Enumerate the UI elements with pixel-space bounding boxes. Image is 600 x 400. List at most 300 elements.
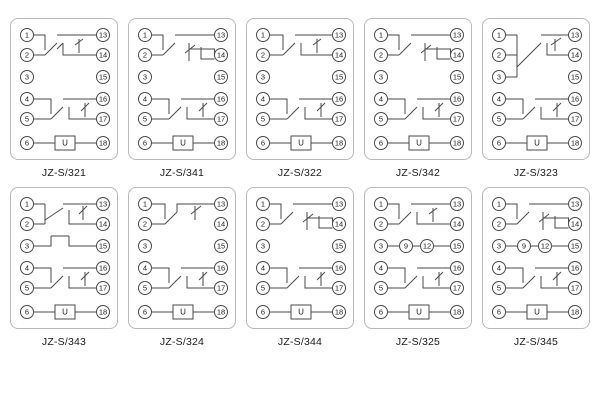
terminal-18 bbox=[215, 137, 228, 150]
terminal-4 bbox=[139, 262, 152, 275]
terminal-18 bbox=[569, 137, 582, 150]
contact-wiring-lower bbox=[388, 268, 451, 288]
terminal-5 bbox=[257, 113, 270, 126]
diagram-grid bbox=[0, 18, 600, 348]
terminal-16 bbox=[569, 262, 582, 275]
terminal-15 bbox=[215, 240, 228, 253]
svg-text:U: U bbox=[180, 138, 186, 148]
terminal-6 bbox=[257, 306, 270, 319]
diagram-cell bbox=[8, 187, 120, 348]
svg-text:9: 9 bbox=[403, 241, 409, 251]
terminal-13 bbox=[333, 29, 346, 42]
terminal-3 bbox=[21, 240, 34, 253]
svg-text:17: 17 bbox=[98, 283, 108, 293]
diagram-panel bbox=[128, 187, 236, 329]
contact-wiring-upper bbox=[506, 35, 569, 77]
svg-text:2: 2 bbox=[142, 219, 148, 229]
svg-text:2: 2 bbox=[496, 50, 502, 60]
diagram-caption: JZ-S/322 bbox=[277, 167, 323, 179]
terminal-16 bbox=[97, 93, 110, 106]
terminal-18 bbox=[97, 137, 110, 150]
svg-text:14: 14 bbox=[216, 219, 226, 229]
coil-circuit bbox=[152, 136, 215, 150]
terminal-4 bbox=[257, 93, 270, 106]
svg-text:3: 3 bbox=[378, 72, 384, 82]
svg-text:3: 3 bbox=[24, 241, 30, 251]
svg-text:U: U bbox=[416, 307, 422, 317]
svg-text:16: 16 bbox=[452, 94, 462, 104]
diagram-cell bbox=[362, 18, 474, 179]
terminal-4 bbox=[139, 93, 152, 106]
svg-text:17: 17 bbox=[452, 114, 462, 124]
svg-text:5: 5 bbox=[496, 283, 502, 293]
diagram-cell bbox=[480, 187, 592, 348]
svg-text:16: 16 bbox=[334, 94, 344, 104]
svg-text:14: 14 bbox=[216, 50, 226, 60]
svg-text:13: 13 bbox=[334, 30, 344, 40]
svg-text:16: 16 bbox=[334, 263, 344, 273]
svg-text:17: 17 bbox=[216, 114, 226, 124]
terminal-5 bbox=[493, 282, 506, 295]
diagram-caption: JZ-S/343 bbox=[41, 336, 87, 348]
coil-circuit bbox=[152, 305, 215, 319]
contact-wiring-lower bbox=[152, 268, 215, 288]
svg-text:14: 14 bbox=[334, 50, 344, 60]
svg-text:5: 5 bbox=[142, 283, 148, 293]
terminal-2 bbox=[375, 218, 388, 231]
svg-text:4: 4 bbox=[260, 263, 266, 273]
svg-text:15: 15 bbox=[216, 72, 226, 82]
svg-text:18: 18 bbox=[452, 307, 462, 317]
svg-text:3: 3 bbox=[142, 241, 148, 251]
diagram-cell bbox=[362, 187, 474, 348]
svg-text:13: 13 bbox=[98, 199, 108, 209]
svg-text:1: 1 bbox=[378, 30, 384, 40]
terminal-17 bbox=[451, 113, 464, 126]
svg-text:13: 13 bbox=[98, 30, 108, 40]
contact-wiring-lower bbox=[34, 99, 97, 119]
svg-text:14: 14 bbox=[452, 219, 462, 229]
svg-text:U: U bbox=[62, 307, 68, 317]
terminal-14 bbox=[451, 218, 464, 231]
svg-text:4: 4 bbox=[24, 263, 30, 273]
terminal-16 bbox=[333, 93, 346, 106]
svg-text:3: 3 bbox=[260, 241, 266, 251]
contact-wiring-upper bbox=[388, 204, 451, 224]
svg-text:14: 14 bbox=[570, 50, 580, 60]
terminal-13 bbox=[451, 29, 464, 42]
diagram-caption: JZ-S/321 bbox=[41, 167, 87, 179]
terminal-4 bbox=[493, 93, 506, 106]
svg-text:17: 17 bbox=[216, 283, 226, 293]
coil-circuit bbox=[34, 136, 97, 150]
svg-text:1: 1 bbox=[24, 30, 30, 40]
terminal-6 bbox=[375, 137, 388, 150]
terminal-16 bbox=[333, 262, 346, 275]
svg-text:4: 4 bbox=[496, 94, 502, 104]
diagram-cell bbox=[126, 18, 238, 179]
terminal-13 bbox=[451, 198, 464, 211]
terminal-14 bbox=[215, 49, 228, 62]
svg-text:18: 18 bbox=[98, 307, 108, 317]
svg-text:13: 13 bbox=[570, 30, 580, 40]
svg-text:18: 18 bbox=[334, 138, 344, 148]
svg-text:18: 18 bbox=[98, 138, 108, 148]
svg-text:18: 18 bbox=[216, 307, 226, 317]
diagram-row-2 bbox=[0, 187, 600, 348]
terminal-13 bbox=[215, 198, 228, 211]
svg-text:6: 6 bbox=[260, 307, 266, 317]
svg-text:15: 15 bbox=[334, 241, 344, 251]
terminal-3 bbox=[21, 71, 34, 84]
terminal-15 bbox=[215, 71, 228, 84]
terminal-2 bbox=[139, 49, 152, 62]
diagram-caption: JZ-S/323 bbox=[513, 167, 559, 179]
svg-text:16: 16 bbox=[570, 94, 580, 104]
terminal-1 bbox=[21, 198, 34, 211]
svg-text:15: 15 bbox=[98, 72, 108, 82]
svg-text:4: 4 bbox=[142, 94, 148, 104]
terminal-15 bbox=[97, 71, 110, 84]
terminal-1 bbox=[375, 198, 388, 211]
terminal-1 bbox=[493, 29, 506, 42]
contact-wiring-upper bbox=[152, 204, 215, 224]
svg-text:4: 4 bbox=[378, 263, 384, 273]
svg-text:2: 2 bbox=[378, 219, 384, 229]
diagram-panel bbox=[10, 187, 118, 329]
svg-text:U: U bbox=[534, 307, 540, 317]
svg-text:6: 6 bbox=[496, 138, 502, 148]
terminal-5 bbox=[375, 282, 388, 295]
svg-text:6: 6 bbox=[378, 307, 384, 317]
terminal-17 bbox=[451, 282, 464, 295]
svg-text:U: U bbox=[180, 307, 186, 317]
terminal-18 bbox=[97, 306, 110, 319]
terminal-3 bbox=[375, 240, 388, 253]
diagram-caption: JZ-S/324 bbox=[159, 336, 205, 348]
svg-text:15: 15 bbox=[216, 241, 226, 251]
svg-text:18: 18 bbox=[452, 138, 462, 148]
terminal-1 bbox=[21, 29, 34, 42]
terminal-4 bbox=[375, 93, 388, 106]
terminal-16 bbox=[569, 93, 582, 106]
svg-text:3: 3 bbox=[24, 72, 30, 82]
terminal-3 bbox=[139, 240, 152, 253]
contact-wiring-upper bbox=[34, 35, 97, 55]
terminal-2 bbox=[493, 218, 506, 231]
svg-text:15: 15 bbox=[334, 72, 344, 82]
terminal-13 bbox=[215, 29, 228, 42]
svg-text:17: 17 bbox=[334, 114, 344, 124]
terminal-16 bbox=[451, 93, 464, 106]
terminal-15 bbox=[569, 240, 582, 253]
terminal-17 bbox=[333, 113, 346, 126]
svg-text:18: 18 bbox=[570, 138, 580, 148]
terminal-5 bbox=[257, 282, 270, 295]
terminal-13 bbox=[333, 198, 346, 211]
terminal-5 bbox=[139, 282, 152, 295]
terminal-4 bbox=[375, 262, 388, 275]
terminal-16 bbox=[451, 262, 464, 275]
terminal-1 bbox=[257, 198, 270, 211]
terminal-15 bbox=[333, 240, 346, 253]
svg-text:6: 6 bbox=[260, 138, 266, 148]
terminal-13 bbox=[569, 198, 582, 211]
svg-text:2: 2 bbox=[142, 50, 148, 60]
terminal-17 bbox=[97, 282, 110, 295]
terminal-13 bbox=[569, 29, 582, 42]
terminal-18 bbox=[451, 306, 464, 319]
terminal-2 bbox=[21, 49, 34, 62]
contact-wiring-upper bbox=[152, 35, 215, 61]
diagram-panel bbox=[482, 187, 590, 329]
terminal-12 bbox=[539, 240, 552, 253]
diagram-cell bbox=[126, 187, 238, 348]
terminal-14 bbox=[97, 49, 110, 62]
svg-text:3: 3 bbox=[378, 241, 384, 251]
svg-text:16: 16 bbox=[452, 263, 462, 273]
svg-text:2: 2 bbox=[260, 50, 266, 60]
svg-text:3: 3 bbox=[496, 72, 502, 82]
svg-text:14: 14 bbox=[570, 219, 580, 229]
terminal-13 bbox=[97, 29, 110, 42]
svg-text:18: 18 bbox=[216, 138, 226, 148]
terminal-15 bbox=[451, 71, 464, 84]
svg-text:16: 16 bbox=[98, 263, 108, 273]
diagram-panel bbox=[364, 18, 472, 160]
diagram-panel bbox=[482, 18, 590, 160]
svg-text:14: 14 bbox=[334, 219, 344, 229]
svg-text:14: 14 bbox=[452, 50, 462, 60]
svg-text:6: 6 bbox=[142, 307, 148, 317]
terminal-15 bbox=[97, 240, 110, 253]
svg-text:18: 18 bbox=[334, 307, 344, 317]
contact-wiring-lower bbox=[152, 99, 215, 119]
svg-text:U: U bbox=[534, 138, 540, 148]
svg-text:1: 1 bbox=[260, 199, 266, 209]
terminal-5 bbox=[21, 113, 34, 126]
svg-text:15: 15 bbox=[98, 241, 108, 251]
svg-text:5: 5 bbox=[24, 114, 30, 124]
terminal-13 bbox=[97, 198, 110, 211]
svg-text:1: 1 bbox=[24, 199, 30, 209]
contact-wiring-lower bbox=[270, 268, 333, 288]
svg-text:4: 4 bbox=[260, 94, 266, 104]
svg-text:U: U bbox=[416, 138, 422, 148]
terminal-17 bbox=[333, 282, 346, 295]
coil-circuit bbox=[506, 305, 569, 319]
svg-text:1: 1 bbox=[142, 30, 148, 40]
svg-text:12: 12 bbox=[422, 241, 432, 251]
contact-wiring-lower bbox=[388, 99, 451, 119]
svg-text:3: 3 bbox=[260, 72, 266, 82]
terminal-1 bbox=[375, 29, 388, 42]
svg-text:6: 6 bbox=[378, 138, 384, 148]
terminal-14 bbox=[215, 218, 228, 231]
svg-text:U: U bbox=[298, 307, 304, 317]
terminal-4 bbox=[257, 262, 270, 275]
terminal-3 bbox=[257, 240, 270, 253]
terminal-6 bbox=[139, 137, 152, 150]
svg-text:4: 4 bbox=[496, 263, 502, 273]
terminal-14 bbox=[451, 49, 464, 62]
terminal-6 bbox=[375, 306, 388, 319]
diagram-panel bbox=[128, 18, 236, 160]
terminal-17 bbox=[569, 113, 582, 126]
terminal-2 bbox=[375, 49, 388, 62]
svg-text:9: 9 bbox=[521, 241, 527, 251]
svg-text:4: 4 bbox=[142, 263, 148, 273]
coil-circuit bbox=[388, 305, 451, 319]
svg-text:17: 17 bbox=[98, 114, 108, 124]
svg-text:2: 2 bbox=[496, 219, 502, 229]
terminal-6 bbox=[21, 137, 34, 150]
svg-text:5: 5 bbox=[378, 114, 384, 124]
terminal-18 bbox=[333, 137, 346, 150]
svg-text:1: 1 bbox=[378, 199, 384, 209]
terminal-6 bbox=[21, 306, 34, 319]
svg-text:4: 4 bbox=[24, 94, 30, 104]
terminal-17 bbox=[97, 113, 110, 126]
coil-circuit bbox=[506, 136, 569, 150]
diagram-cell bbox=[244, 187, 356, 348]
svg-text:13: 13 bbox=[570, 199, 580, 209]
terminal-3 bbox=[493, 71, 506, 84]
svg-text:16: 16 bbox=[216, 94, 226, 104]
terminal-3 bbox=[375, 71, 388, 84]
coil-circuit bbox=[388, 136, 451, 150]
svg-text:1: 1 bbox=[496, 199, 502, 209]
svg-text:5: 5 bbox=[260, 114, 266, 124]
terminal-17 bbox=[215, 113, 228, 126]
terminal-18 bbox=[215, 306, 228, 319]
diagram-panel bbox=[10, 18, 118, 160]
diagram-panel bbox=[364, 187, 472, 329]
svg-text:5: 5 bbox=[378, 283, 384, 293]
diagram-caption: JZ-S/344 bbox=[277, 336, 323, 348]
svg-text:17: 17 bbox=[334, 283, 344, 293]
svg-text:3: 3 bbox=[496, 241, 502, 251]
svg-text:5: 5 bbox=[260, 283, 266, 293]
bridge-to-15 bbox=[34, 236, 97, 246]
terminal-14 bbox=[569, 218, 582, 231]
svg-text:13: 13 bbox=[452, 199, 462, 209]
terminal-18 bbox=[333, 306, 346, 319]
diagram-caption: JZ-S/341 bbox=[159, 167, 205, 179]
diagram-cell bbox=[8, 18, 120, 179]
coil-circuit bbox=[270, 305, 333, 319]
terminal-6 bbox=[139, 306, 152, 319]
terminal-15 bbox=[569, 71, 582, 84]
svg-text:15: 15 bbox=[570, 72, 580, 82]
svg-text:16: 16 bbox=[98, 94, 108, 104]
svg-text:16: 16 bbox=[570, 263, 580, 273]
svg-text:13: 13 bbox=[452, 30, 462, 40]
terminal-16 bbox=[215, 262, 228, 275]
terminal-1 bbox=[257, 29, 270, 42]
contact-wiring-lower bbox=[506, 268, 569, 288]
terminal-16 bbox=[215, 93, 228, 106]
diagram-cell bbox=[480, 18, 592, 179]
terminal-3 bbox=[257, 71, 270, 84]
svg-text:2: 2 bbox=[378, 50, 384, 60]
svg-text:12: 12 bbox=[540, 241, 550, 251]
terminal-2 bbox=[257, 218, 270, 231]
svg-text:2: 2 bbox=[24, 50, 30, 60]
terminal-5 bbox=[139, 113, 152, 126]
terminal-5 bbox=[375, 113, 388, 126]
contact-wiring-lower bbox=[270, 99, 333, 119]
terminal-9 bbox=[400, 240, 413, 253]
svg-text:1: 1 bbox=[496, 30, 502, 40]
terminal-1 bbox=[493, 198, 506, 211]
svg-text:3: 3 bbox=[142, 72, 148, 82]
terminal-1 bbox=[139, 198, 152, 211]
contact-wiring-upper bbox=[270, 35, 333, 55]
svg-text:5: 5 bbox=[142, 114, 148, 124]
svg-text:1: 1 bbox=[142, 199, 148, 209]
terminal-6 bbox=[257, 137, 270, 150]
terminal-14 bbox=[569, 49, 582, 62]
terminal-5 bbox=[21, 282, 34, 295]
contact-wiring-upper bbox=[270, 204, 333, 230]
svg-text:15: 15 bbox=[570, 241, 580, 251]
terminal-15 bbox=[333, 71, 346, 84]
svg-text:U: U bbox=[62, 138, 68, 148]
terminal-1 bbox=[139, 29, 152, 42]
diagram-caption: JZ-S/342 bbox=[395, 167, 441, 179]
contact-wiring-upper bbox=[388, 35, 451, 61]
terminal-2 bbox=[257, 49, 270, 62]
terminal-17 bbox=[215, 282, 228, 295]
contact-wiring-lower bbox=[34, 268, 97, 288]
diagram-caption: JZ-S/325 bbox=[395, 336, 441, 348]
contact-wiring-upper bbox=[506, 204, 569, 230]
terminal-14 bbox=[333, 49, 346, 62]
svg-text:17: 17 bbox=[570, 114, 580, 124]
svg-text:1: 1 bbox=[260, 30, 266, 40]
terminal-4 bbox=[21, 262, 34, 275]
diagram-row-1 bbox=[0, 18, 600, 179]
svg-text:5: 5 bbox=[24, 283, 30, 293]
diagram-cell bbox=[244, 18, 356, 179]
coil-circuit bbox=[34, 305, 97, 319]
svg-text:6: 6 bbox=[24, 307, 30, 317]
coil-circuit bbox=[270, 136, 333, 150]
svg-text:13: 13 bbox=[216, 30, 226, 40]
svg-text:13: 13 bbox=[334, 199, 344, 209]
contact-wiring-upper bbox=[34, 204, 97, 224]
diagram-panel bbox=[246, 18, 354, 160]
svg-text:15: 15 bbox=[452, 72, 462, 82]
terminal-3 bbox=[139, 71, 152, 84]
terminal-4 bbox=[21, 93, 34, 106]
svg-text:6: 6 bbox=[24, 138, 30, 148]
terminal-17 bbox=[569, 282, 582, 295]
svg-text:18: 18 bbox=[570, 307, 580, 317]
terminal-3 bbox=[493, 240, 506, 253]
terminal-2 bbox=[21, 218, 34, 231]
contact-wiring-lower bbox=[506, 99, 569, 119]
terminal-16 bbox=[97, 262, 110, 275]
terminal-5 bbox=[493, 113, 506, 126]
diagram-caption: JZ-S/345 bbox=[513, 336, 559, 348]
terminal-9 bbox=[518, 240, 531, 253]
svg-text:6: 6 bbox=[142, 138, 148, 148]
terminal-4 bbox=[493, 262, 506, 275]
terminal-2 bbox=[139, 218, 152, 231]
svg-text:16: 16 bbox=[216, 263, 226, 273]
